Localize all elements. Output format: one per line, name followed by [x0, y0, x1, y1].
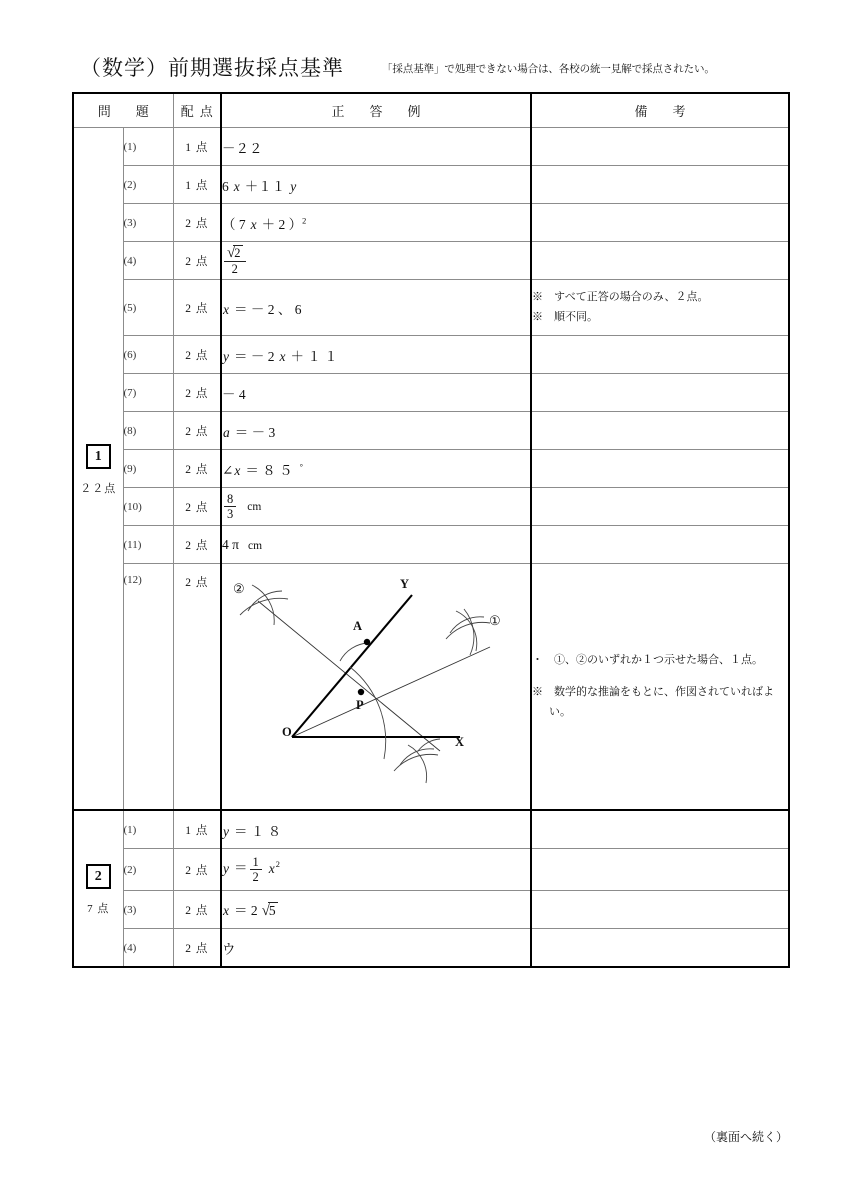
document-header	[72, 52, 788, 86]
radicand: 5	[268, 903, 276, 918]
points-cell: 2 点	[173, 929, 221, 968]
fraction-numerator	[224, 245, 245, 262]
fraction	[224, 245, 245, 277]
answer-cell	[221, 450, 531, 488]
points-cell: 2 点	[173, 488, 221, 526]
sub-question-label: (10)	[123, 488, 173, 526]
scoring-criteria-table	[72, 92, 790, 968]
remarks-cell	[531, 810, 789, 849]
remarks-cell	[531, 564, 789, 811]
remarks-cell	[531, 374, 789, 412]
diagram-mark-1: ①	[489, 613, 501, 628]
fraction-denominator: 2	[250, 869, 262, 884]
diagram-mark-2: ②	[233, 581, 245, 596]
points-cell: 2 点	[173, 564, 221, 811]
fraction-numerator: 1	[252, 855, 259, 869]
remark-line: ※ 数学的な推論をもとに、作図されていればよい。	[532, 686, 775, 718]
answer-variable: x	[234, 462, 241, 478]
answer-operator: ＝	[234, 860, 248, 876]
points-cell: 2 点	[173, 242, 221, 280]
sub-question-label: (3)	[123, 204, 173, 242]
answer-value: 4 π	[222, 536, 239, 552]
geometric-construction-diagram	[222, 569, 530, 804]
radical-symbol: √	[227, 244, 236, 261]
continued-notice: （裏面へ続く）	[703, 1130, 788, 1144]
sub-question-label: (8)	[123, 412, 173, 450]
diagram-label-y: Y	[400, 577, 410, 591]
remarks-cell	[531, 242, 789, 280]
answer-part: ＝ 2	[234, 903, 258, 918]
answer-part: ＝ ８ ５	[245, 462, 293, 478]
answer-cell	[221, 242, 531, 280]
fraction-numerator: 8	[227, 492, 234, 506]
table-row	[73, 166, 789, 204]
construction-svg	[222, 569, 532, 804]
answer-part: ＝ － 2	[234, 348, 275, 364]
diagram-label-p: P	[356, 698, 364, 712]
remarks-cell	[531, 849, 789, 891]
answer-part: ＋ １ １	[290, 348, 338, 364]
remarks-cell	[531, 450, 789, 488]
radicand: 2	[234, 245, 241, 260]
fraction	[250, 855, 262, 884]
section-total-points: 7 点	[87, 903, 110, 915]
points-cell: 2 点	[173, 526, 221, 564]
answer-cell	[221, 488, 531, 526]
sub-question-label: (1)	[123, 810, 173, 849]
remarks-cell	[531, 336, 789, 374]
remark-line: ・ ①、②のいずれか１つ示せた場合、１点。	[532, 654, 764, 667]
points-cell: 2 点	[173, 849, 221, 891]
remarks-cell	[531, 488, 789, 526]
table-row	[73, 280, 789, 336]
diagram-label-o: O	[282, 725, 292, 739]
answer-cell	[221, 374, 531, 412]
answer-cell	[221, 166, 531, 204]
table-row	[73, 849, 789, 891]
answer-variable: x	[250, 216, 257, 232]
answer-value: － 4	[222, 386, 246, 402]
answer-value: －２２	[222, 140, 263, 156]
sub-question-label: (3)	[123, 891, 173, 929]
page-footer	[0, 1128, 788, 1145]
answer-part: ＝ － 3	[234, 424, 276, 440]
fraction-denominator: 3	[224, 506, 236, 521]
sub-question-label: (11)	[123, 526, 173, 564]
answer-part: ＋ 2 ）	[261, 216, 303, 232]
angle-icon: ∠	[222, 462, 234, 478]
answer-value: ウ	[222, 941, 236, 957]
table-row	[73, 891, 789, 929]
answer-cell	[221, 891, 531, 929]
table-row	[73, 242, 789, 280]
table-row	[73, 810, 789, 849]
answer-cell	[221, 810, 531, 849]
table-row	[73, 526, 789, 564]
column-header-question: 問 題	[73, 93, 173, 128]
point-p-dot	[358, 689, 364, 695]
table-header-row	[73, 93, 789, 128]
answer-cell	[221, 412, 531, 450]
answer-variable: x	[223, 301, 230, 317]
sub-question-label: (9)	[123, 450, 173, 488]
points-cell: 2 点	[173, 450, 221, 488]
answer-exponent: 2	[275, 860, 280, 870]
header-note: 「採点基準」で処理できない場合は、各校の統一見解で採点されたい。	[382, 64, 715, 75]
sub-question-label: (12)	[123, 564, 173, 811]
table-row	[73, 374, 789, 412]
sub-question-label: (2)	[123, 849, 173, 891]
table-row	[73, 204, 789, 242]
column-header-remarks: 備 考	[531, 93, 789, 128]
fraction-denominator: 2	[224, 261, 245, 276]
table-row	[73, 412, 789, 450]
remark-line: ※ すべて正答の場合のみ、２点。	[532, 291, 709, 304]
answer-cell	[221, 336, 531, 374]
answer-variable: x	[279, 348, 286, 364]
remarks-cell	[531, 412, 789, 450]
answer-operator: ＋	[244, 178, 259, 194]
radical	[227, 245, 242, 262]
diagram-label-x: X	[455, 735, 465, 749]
points-cell: 2 点	[173, 891, 221, 929]
answer-variable: y	[223, 860, 230, 876]
degree-symbol: °	[299, 462, 303, 471]
remarks-cell	[531, 929, 789, 968]
table-row	[73, 128, 789, 166]
radical-symbol: √	[261, 903, 270, 919]
sub-question-label: (1)	[123, 128, 173, 166]
answer-cell	[221, 929, 531, 968]
page-title: （数学）前期選抜採点基準	[80, 56, 344, 80]
section-label-2	[73, 810, 123, 967]
table-row	[73, 450, 789, 488]
section-number-badge: 2	[86, 864, 111, 889]
answer-unit: cm	[247, 539, 263, 552]
points-cell: 2 点	[173, 336, 221, 374]
points-cell: 2 点	[173, 280, 221, 336]
radical	[262, 902, 278, 920]
section-label-1	[73, 128, 123, 811]
table-row	[73, 929, 789, 968]
points-cell: 1 点	[173, 128, 221, 166]
answer-variable: x	[233, 178, 240, 194]
answer-variable: y	[290, 178, 297, 194]
answer-cell	[221, 849, 531, 891]
answer-variable: x	[268, 860, 275, 876]
answer-part: ＝ － 2 、 6	[234, 301, 302, 317]
points-cell: 2 点	[173, 374, 221, 412]
remarks-cell	[531, 280, 789, 336]
table-row	[73, 564, 789, 811]
answer-part: ＝ １ ８	[234, 823, 282, 839]
answer-part: １１	[258, 178, 286, 194]
sub-question-label: (2)	[123, 166, 173, 204]
answer-part: 6	[222, 178, 229, 194]
section-number-badge: 1	[86, 444, 111, 469]
remarks-cell	[531, 128, 789, 166]
answer-cell-diagram	[221, 564, 531, 811]
column-header-answer: 正 答 例	[221, 93, 531, 128]
sub-question-label: (5)	[123, 280, 173, 336]
remarks-cell	[531, 891, 789, 929]
point-a-dot	[364, 639, 370, 645]
answer-cell	[221, 280, 531, 336]
diagram-label-a: A	[353, 619, 363, 633]
fraction	[224, 492, 236, 521]
points-cell: 1 点	[173, 810, 221, 849]
remarks-cell	[531, 204, 789, 242]
table-row	[73, 488, 789, 526]
points-cell: 1 点	[173, 166, 221, 204]
column-header-points: 配点	[173, 93, 221, 128]
section-total-points: ２２点	[80, 483, 117, 495]
remarks-cell	[531, 526, 789, 564]
answer-cell	[221, 204, 531, 242]
answer-cell	[221, 128, 531, 166]
sub-question-label: (4)	[123, 929, 173, 968]
sub-question-label: (4)	[123, 242, 173, 280]
answer-variable: y	[223, 348, 230, 364]
table-row	[73, 336, 789, 374]
answer-cell	[221, 526, 531, 564]
answer-exponent: 2	[302, 216, 307, 225]
points-cell: 2 点	[173, 204, 221, 242]
remark-line: ※ 順不同。	[532, 310, 599, 323]
answer-unit: cm	[247, 500, 262, 513]
answer-variable: y	[223, 823, 230, 839]
answer-variable: a	[223, 424, 230, 440]
answer-variable: x	[223, 903, 230, 918]
points-cell: 2 点	[173, 412, 221, 450]
sub-question-label: (7)	[123, 374, 173, 412]
answer-part: （ 7	[222, 216, 246, 232]
sub-question-label: (6)	[123, 336, 173, 374]
remarks-cell	[531, 166, 789, 204]
